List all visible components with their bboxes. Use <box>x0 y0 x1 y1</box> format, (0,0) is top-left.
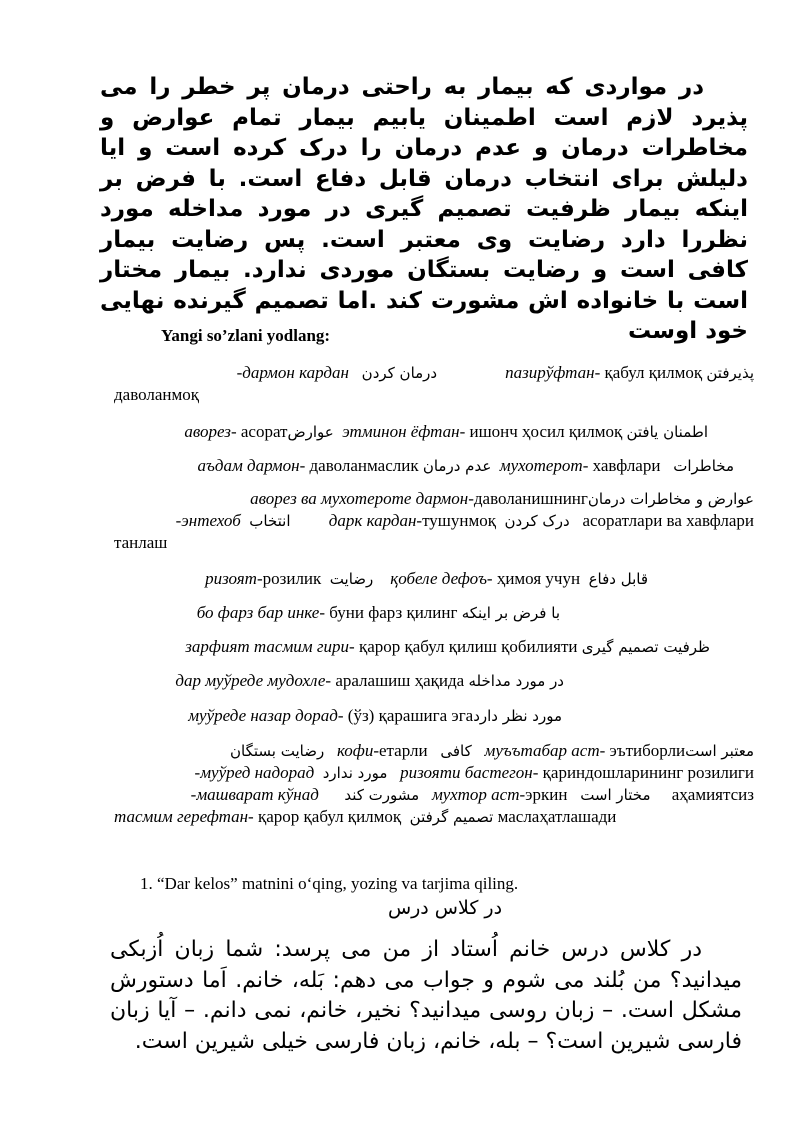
vocab-translation: асоратлари ва хавфлари <box>582 511 754 530</box>
vocab-persian: مشورت کند <box>344 786 420 804</box>
vocab-entry-8 <box>114 670 754 692</box>
vocab-transliteration: дар муўреде мудохле <box>175 671 326 690</box>
vocab-persian: رضایت بستگان <box>230 742 325 760</box>
vocab-entry-9 <box>114 705 754 727</box>
vocab-entry-7 <box>114 636 754 658</box>
vocab-translation: -тушунмоқ <box>416 511 496 530</box>
intro-line: انتخاب درمان قابل دفاع است. با فرض بر اینکه بیمار ظرفیت <box>100 165 748 222</box>
vocab-persian: مختار است <box>580 786 651 804</box>
vocab-translation: - буни фарз қилинг <box>319 603 458 622</box>
intro-line: در مواردی که بیمار به راحتی درمان پر خطر را می پذیرد <box>100 74 748 131</box>
vocab-persian: عوارض و مخاطرات درمان <box>587 490 754 508</box>
vocab-translation: маслаҳатлашади <box>497 807 617 826</box>
vocab-persian: درمان کردن <box>361 364 438 382</box>
vocab-persian: مخاطرات <box>673 457 734 475</box>
vocab-transliteration: мухотерот <box>499 456 583 475</box>
vocab-transliteration: кофи <box>336 741 374 760</box>
vocab-translation: танлаш <box>114 533 168 552</box>
vocab-transliteration: ризояти бастегон <box>400 763 533 782</box>
intro-line: .اما تصمیم گیرنده نهایی خود اوست <box>100 287 748 344</box>
vocab-transliteration: дармон кардан <box>242 363 349 382</box>
vocab-translation: - эътиборли <box>599 741 686 760</box>
vocab-persian: انتخاب <box>249 512 291 530</box>
vocab-persian: قابل دفاع <box>588 570 648 588</box>
vocab-translation: - ҳимоя учун <box>486 569 581 588</box>
vocab-translation: - аралашиш ҳақида <box>325 671 465 690</box>
vocab-transliteration: этминон ёфтан <box>342 422 460 441</box>
intro-line: درمان و عدم درمان را درک کرده است و ایا دلیلش برای <box>100 135 748 192</box>
intro-line: معتبر است. پس رضایت بیمار کافی است و رضایت بستگان <box>100 226 748 283</box>
vocab-transliteration: пазирўфтан <box>505 363 595 382</box>
vocab-entry-1: پذیرفتن пазирўфтан- қабул қилмоқ درمان کردن дармон кардан- даволанмоқ <box>114 363 754 404</box>
lesson-paragraph <box>110 935 742 1057</box>
vocab-transliteration: дарк кардан <box>328 511 417 530</box>
vocab-transliteration: муўреде назар дорад <box>188 706 338 725</box>
vocab-persian: عدم درمان <box>422 457 492 475</box>
vocab-persian: تصمیم گرفتن <box>409 808 494 826</box>
vocab-persian: ظرفیت تصمیم گیری <box>581 638 710 656</box>
vocab-translation: аҳамиятсиз <box>671 785 754 804</box>
vocab-entry-5 <box>114 568 754 590</box>
vocab-transliteration: муъътабар аст <box>484 741 600 760</box>
vocab-heading: Yangi so’zlani yodlang: <box>161 326 331 345</box>
task-instruction: 1. “Dar kelos” matnini o‘qing, yozing va tarjima qiling. <box>140 874 519 893</box>
vocab-translation: -эркин <box>519 785 568 804</box>
vocab-persian: اطمنان یافتن <box>626 423 708 441</box>
vocab-persian: عوارض <box>287 423 334 441</box>
vocab-translation: - қарор қабул қилмоқ <box>248 807 402 826</box>
vocab-persian: معتبر است <box>685 742 754 760</box>
vocab-transliteration: тасмим герефтан <box>114 807 249 826</box>
vocab-persian: با فرض بر اینکه <box>461 604 560 622</box>
vocab-translation: -даволанишнинг <box>468 489 588 508</box>
vocab-persian: مورد ندارد <box>322 764 388 782</box>
vocab-translation: - (ўз) қарашига эга <box>337 706 474 725</box>
vocab-translation: - ишонч ҳосил қилмоқ <box>459 422 623 441</box>
vocab-transliteration: бо фарз бар инке <box>196 603 320 622</box>
vocab-persian: در مورد مداخله <box>468 672 564 690</box>
vocab-transliteration: аворез ва мухотероте дармон <box>250 489 469 508</box>
vocab-transliteration: аъдам дармон <box>197 456 300 475</box>
vocab-persian: کافی <box>440 742 472 760</box>
vocab-transliteration: машварат кўнад- <box>190 785 319 804</box>
intro-line: لازم است اطمینان یابیم بیمار تمام عوارض و مخاطرات <box>100 104 749 161</box>
vocab-persian: درک کردن <box>504 512 570 530</box>
vocab-translation: - хавфлари <box>582 456 661 475</box>
vocab-translation: -етарли <box>373 741 428 760</box>
vocab-translation: - даволанмаслик <box>299 456 419 475</box>
vocab-entry-10 <box>114 740 754 828</box>
vocab-translation: -розилик <box>256 569 322 588</box>
vocab-persian: رضایت <box>329 570 374 588</box>
vocab-entry-3 <box>114 455 754 477</box>
lesson-line: در کلاس درس خانم اُستاد از من می پرسد: شما زبان اُزبکی <box>110 937 702 962</box>
vocab-persian: مورد نظر دارد <box>473 707 562 725</box>
vocab-translation: - қарор қабул қилиш қобилияти <box>349 637 578 656</box>
vocab-transliteration: зарфият тасмим гири <box>185 637 350 656</box>
lesson-line: فارسی شیرین است؟ – بله، خانم، زبان فارسی خیلی شیرین است. <box>134 1028 742 1054</box>
lesson-title: در کلاس درس <box>387 897 503 919</box>
vocab-entry-2 <box>114 421 754 443</box>
vocab-transliteration: энтехоб- <box>175 511 241 530</box>
vocab-transliteration: муўред надорад- <box>194 763 315 782</box>
intro-paragraph <box>100 72 748 347</box>
vocab-transliteration: ризоят <box>205 569 257 588</box>
vocab-entry-4 <box>114 488 754 554</box>
vocab-translation: - қариндошларининг розилиги <box>532 763 754 782</box>
lesson-line: مشکل است. – زبان روسی میدانید؟ نخیر، خانم، نمی دانم. – آیا زبان <box>110 998 742 1023</box>
vocab-transliteration: қобеле дефоъ <box>390 569 487 588</box>
intro-line: موردی ندارد. بیمار مختار است با خانواده اش مشورت کند <box>100 257 748 314</box>
intro-line: تصمیم گیری در مورد مداخله مورد نظررا دارد رضایت وی <box>100 196 748 253</box>
vocab-transliteration: аворез <box>184 422 231 441</box>
vocab-translation: - асорат <box>230 422 288 441</box>
vocab-translation: даволанмоқ <box>114 385 200 404</box>
vocab-translation: - қабул қилмоқ <box>594 363 703 382</box>
vocab-persian: پذیرفتن <box>706 364 754 382</box>
vocab-entry-6 <box>114 602 754 624</box>
lesson-line: میدانید؟ من بُلند می شوم و جواب می دهم: بَله، خانم. اَما دستورش <box>110 967 742 993</box>
vocab-transliteration: мухтор аст <box>431 785 520 804</box>
